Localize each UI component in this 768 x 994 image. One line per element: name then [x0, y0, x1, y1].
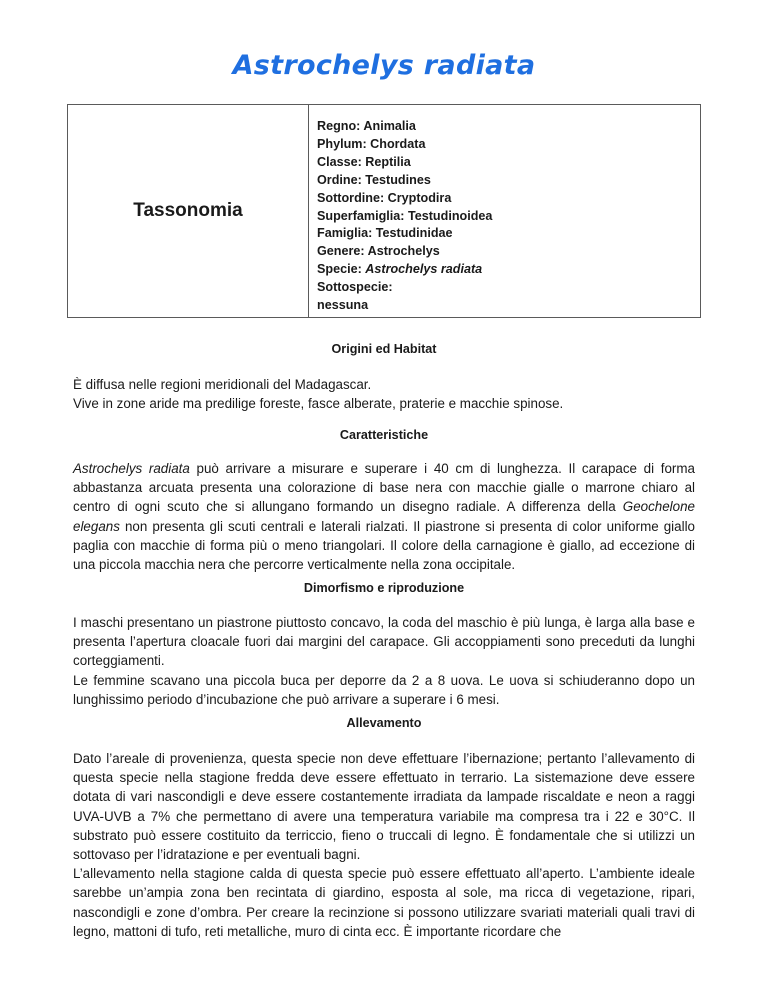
origini-text: [73, 375, 695, 413]
origini-heading: Origini ed Habitat: [331, 342, 437, 356]
taxonomy-ordine: Ordine: Testudines: [317, 172, 431, 187]
caratteristiche-heading: Caratteristiche: [339, 428, 429, 442]
allevamento-paragraph-2: L’allevamento nella stagione calda di questa specie può essere effettuato all’aperto. L’ambiente ideale sarebbe un’ampia zona ben recintata di giardino, esposta al sole, ma ricca di vegetazione, ripari, nascondigli e zone d’ombra. Per creare la recinzione si possono utilizzare svariati materiali quali travi di legno, mattoni di tufo, reti metalliche, muro di cinta ecc. È importante ricordare che: [73, 866, 695, 939]
taxonomy-famiglia: Famiglia: Testudinidae: [317, 226, 453, 241]
taxonomy-heading: Tassonomia: [133, 200, 243, 221]
taxonomy-specie: [317, 261, 492, 279]
caratteristiche-text-2: non presenta gli scuti centrali e laterali rialzati. Il piastrone si presenta di color uniforme giallo paglia con macchie di forma più o meno triangolari. Il colore della carnagione è giallo, ad eccezione di una piccola macchia nera che percorre verticalmente nella zona occipitale.: [73, 518, 695, 573]
caratteristiche-paragraph: [73, 459, 695, 574]
taxonomy-table: [67, 104, 701, 318]
taxonomy-regno: Regno: Animalia: [317, 119, 416, 133]
dimorfismo-paragraph-1: I maschi presentano un piastrone piuttosto concavo, la coda del maschio è più lunga, è larga alla base e presenta l’apertura cloacale fuori dai margini del carapace. Gli accoppiamenti sono preceduti da lunghi corteggiamenti.: [73, 615, 695, 669]
dimorfismo-text: [73, 613, 695, 709]
taxonomy-sottospecie-value: nessuna: [317, 298, 369, 313]
caratteristiche-compare-species: Geochelone elegans: [73, 499, 695, 534]
document-title: Astrochelys radiata: [232, 50, 536, 81]
allevamento-paragraph-1: Dato l’areale di provenienza, questa specie non deve effettuare l’ibernazione; pertanto l’allevamento di questa specie nella stagione fredda deve essere effettuato in terrario. La sistemazione deve essere dotata di vari nascondigli e deve essere costantemente irradiata da lampade riscaldate e neon a raggi UVA-UVB a 7% che permettano di avere una temperatura variabile ma compresa tra i 22 e 30°C. Il substrato può essere costituito da terriccio, fieno o truccali di legno. È fondamentale che si utilizzi un sottovaso per l’idratazione e per eventuali bagni.: [73, 751, 695, 863]
origini-line-1: È diffusa nelle regioni meridionali del Madagascar.: [73, 377, 372, 392]
taxonomy-sottordine: Sottordine: Cryptodira: [317, 190, 452, 205]
taxonomy-heading-cell: [68, 105, 309, 317]
taxonomy-sottospecie-label: Sottospecie:: [317, 280, 393, 295]
taxonomy-specie-label: Specie:: [317, 262, 366, 277]
dimorfismo-heading: Dimorfismo e riproduzione: [303, 581, 465, 595]
taxonomy-list-cell: [309, 105, 492, 317]
taxonomy-superfamiglia: Superfamiglia: Testudinoidea: [317, 208, 493, 223]
allevamento-heading: Allevamento: [346, 716, 422, 730]
taxonomy-genere: Genere: Astrochelys: [317, 244, 440, 259]
taxonomy-specie-value: Astrochelys radiata: [365, 262, 483, 277]
taxonomy-classe: Classe: Reptilia: [317, 154, 411, 169]
allevamento-text: [73, 749, 695, 941]
caratteristiche-text-1: può arrivare a misurare e superare i 40 cm di lunghezza. Il carapace di forma abbastanza arcuata presenta una colorazione di base nera con macchie gialle o marrone chiaro al centro di ogni scuto che si allungano formando un disegno radiale. A differenza della: [73, 461, 695, 515]
taxonomy-phylum: Phylum: Chordata: [317, 136, 426, 151]
caratteristiche-text: [73, 459, 695, 574]
origini-line-2: Vive in zone aride ma predilige foreste, fasce alberate, praterie e macchie spinose.: [73, 396, 564, 412]
dimorfismo-paragraph-2: Le femmine scavano una piccola buca per deporre da 2 a 8 uova. Le uova si schiuderanno dopo un lunghissimo periodo d’incubazione che può arrivare a superare i 6 mesi.: [73, 672, 695, 707]
caratteristiche-species: Astrochelys radiata: [73, 461, 190, 476]
